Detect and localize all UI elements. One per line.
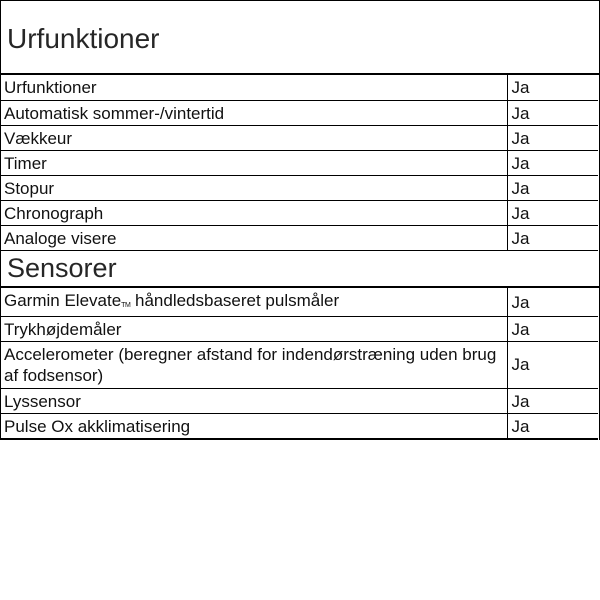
row-label: Accelerometer (beregner afstand for indendørstræning uden brug af fodsensor)	[1, 341, 507, 388]
row-label: Vækkeur	[1, 125, 507, 150]
row-value: Ja	[507, 288, 598, 317]
table-row	[1, 75, 598, 100]
row-value: Ja	[507, 413, 598, 439]
row-label-main: Garmin Elevate	[4, 290, 122, 310]
sensorer-table	[1, 288, 598, 440]
table-row	[1, 125, 598, 150]
row-value: Ja	[507, 341, 598, 388]
row-label: Lyssensor	[1, 388, 507, 413]
row-value: Ja	[507, 75, 598, 100]
table-row	[1, 100, 598, 125]
row-label-suffix: håndledsbaseret pulsmåler	[130, 290, 340, 310]
trademark-mark: TM	[121, 301, 131, 309]
row-value: Ja	[507, 100, 598, 125]
row-value: Ja	[507, 388, 598, 413]
table-row	[1, 175, 598, 200]
table-row	[1, 288, 598, 317]
row-label: Automatisk sommer-/vintertid	[1, 100, 507, 125]
row-label: Timer	[1, 150, 507, 175]
table-row	[1, 316, 598, 341]
row-label: Chronograph	[1, 200, 507, 225]
row-label: Stopur	[1, 175, 507, 200]
row-value: Ja	[507, 316, 598, 341]
table-row	[1, 225, 598, 250]
row-label: Trykhøjdemåler	[1, 316, 507, 341]
table-row	[1, 413, 598, 439]
row-value: Ja	[507, 150, 598, 175]
row-value: Ja	[507, 225, 598, 250]
section-title-urfunktioner: Urfunktioner	[1, 0, 599, 75]
table-row	[1, 200, 598, 225]
row-label: Pulse Ox akklimatisering	[1, 413, 507, 439]
row-value: Ja	[507, 125, 598, 150]
row-value: Ja	[507, 200, 598, 225]
table-row	[1, 150, 598, 175]
table-row	[1, 341, 598, 388]
row-label: Urfunktioner	[1, 75, 507, 100]
urfunktioner-table	[1, 75, 598, 251]
table-row	[1, 388, 598, 413]
row-label: Analoge visere	[1, 225, 507, 250]
row-label	[1, 288, 507, 317]
section-title-sensorer: Sensorer	[1, 251, 599, 288]
row-value: Ja	[507, 175, 598, 200]
